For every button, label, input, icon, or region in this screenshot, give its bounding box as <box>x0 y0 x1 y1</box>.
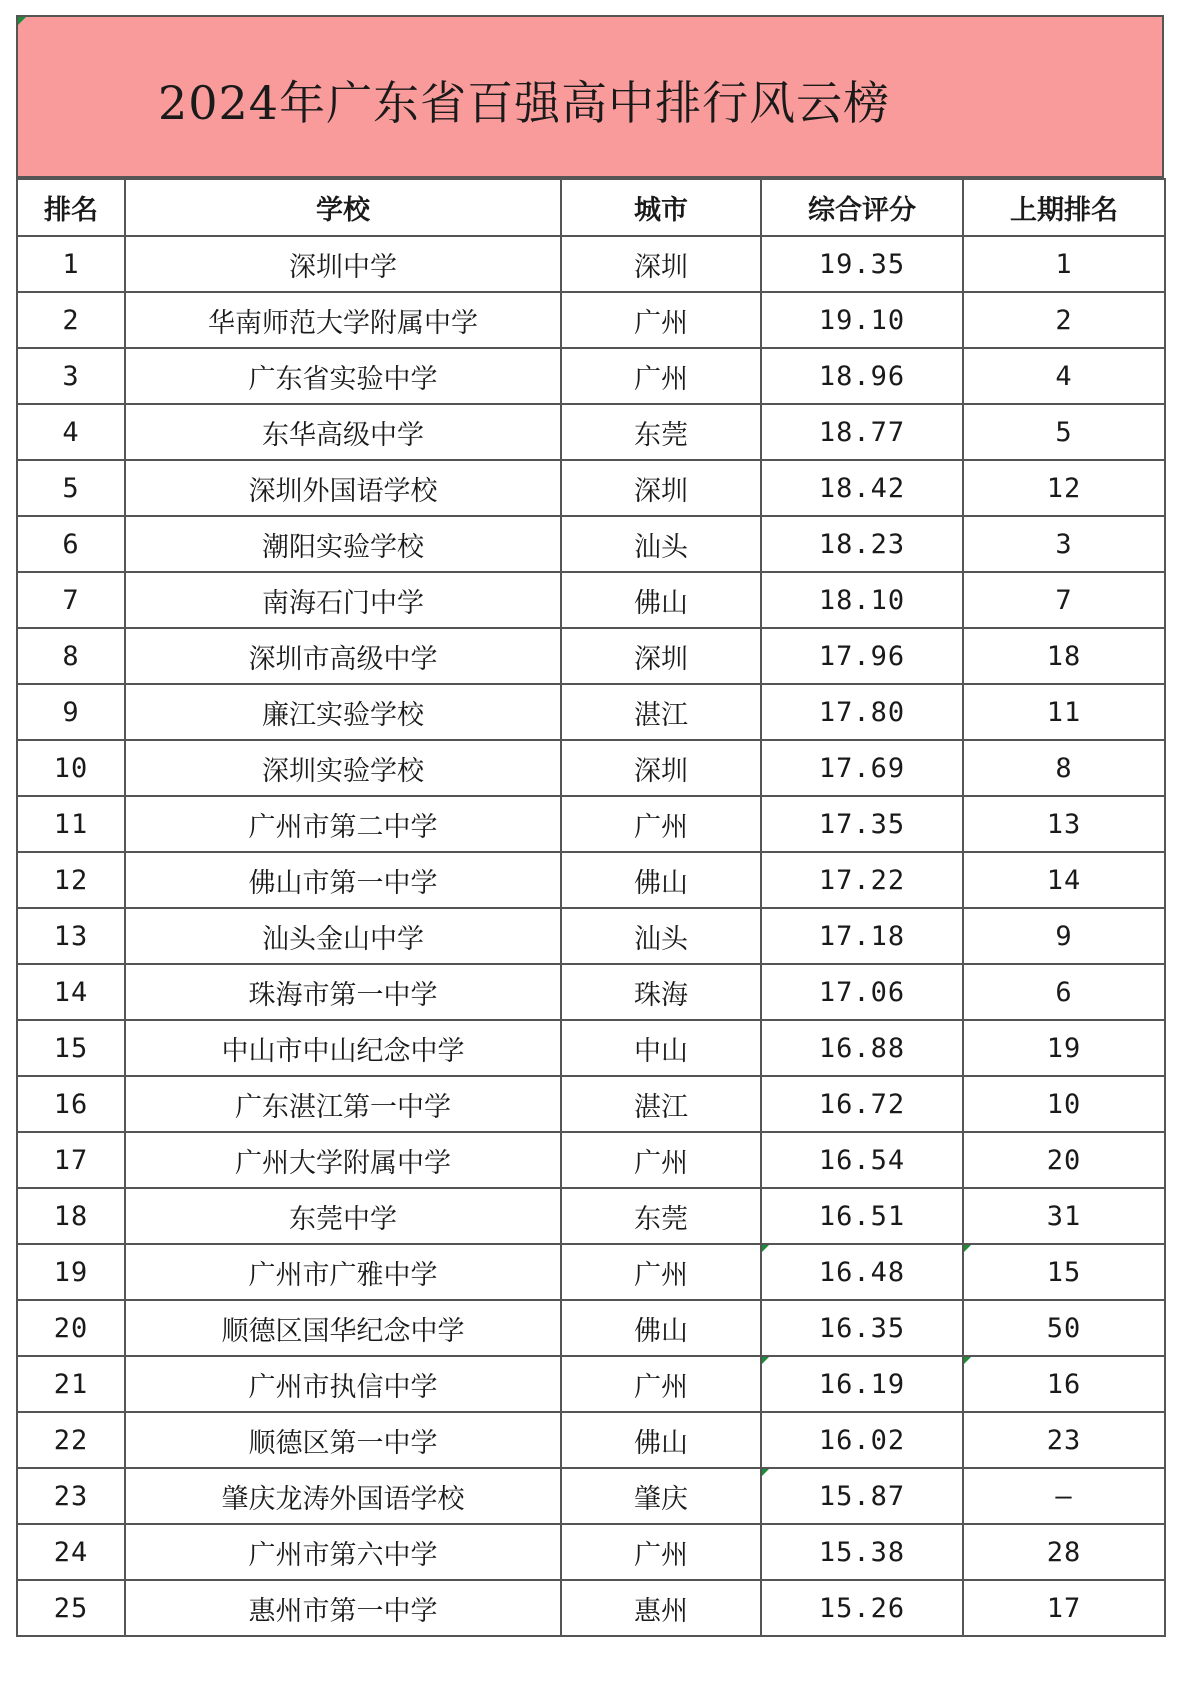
cell-city[interactable] <box>561 1244 761 1300</box>
cell-previous-rank-value: 4 <box>1055 360 1073 392</box>
cell-previous-rank-value: 28 <box>1046 1536 1082 1568</box>
cell-school-value: 广东湛江第一中学 <box>235 1091 451 1123</box>
cell-city-value: 东莞 <box>634 1203 688 1235</box>
cell-city[interactable] <box>561 1524 761 1580</box>
cell-score[interactable] <box>761 1188 963 1244</box>
cell-score-value: 17.80 <box>818 696 906 728</box>
cell-school[interactable] <box>125 1524 561 1580</box>
cell-previous-rank[interactable] <box>963 684 1165 740</box>
cell-rank[interactable] <box>17 852 125 908</box>
cell-rank-value: 20 <box>53 1312 89 1344</box>
ranking-table <box>16 178 1166 1637</box>
cell-rank-value: 7 <box>62 584 80 616</box>
cell-city-value: 深圳 <box>634 643 688 675</box>
cell-city-value: 湛江 <box>634 699 688 731</box>
cell-school[interactable] <box>125 1412 561 1468</box>
cell-score-value: 16.72 <box>818 1088 906 1120</box>
table-row <box>17 684 1165 740</box>
cell-score[interactable] <box>761 348 963 404</box>
cell-school[interactable] <box>125 1468 561 1524</box>
cell-school-value: 东莞中学 <box>289 1203 397 1235</box>
cell-city-value: 广州 <box>634 1539 688 1571</box>
cell-rank[interactable] <box>17 1468 125 1524</box>
cell-school-value: 肇庆龙涛外国语学校 <box>221 1483 465 1515</box>
cell-rank-value: 14 <box>53 976 89 1008</box>
cell-rank-value: 24 <box>53 1536 89 1568</box>
cell-rank[interactable] <box>17 1412 125 1468</box>
cell-rank-value: 13 <box>53 920 89 952</box>
table-row <box>17 1412 1165 1468</box>
cell-school[interactable] <box>125 852 561 908</box>
cell-school[interactable] <box>125 460 561 516</box>
cell-city[interactable] <box>561 1580 761 1636</box>
cell-score-value: 18.23 <box>818 528 906 560</box>
cell-previous-rank[interactable] <box>963 1412 1165 1468</box>
cell-rank-value: 6 <box>62 528 80 560</box>
cell-previous-rank[interactable] <box>963 1188 1165 1244</box>
cell-city[interactable] <box>561 404 761 460</box>
cell-score[interactable] <box>761 964 963 1020</box>
cell-previous-rank[interactable] <box>963 460 1165 516</box>
cell-score-value: 19.35 <box>818 248 906 280</box>
cell-score-value: 19.10 <box>818 304 906 336</box>
cell-school[interactable] <box>125 1188 561 1244</box>
cell-city-value: 中山 <box>634 1035 688 1067</box>
header-row <box>17 179 1165 236</box>
cell-city-value: 湛江 <box>634 1091 688 1123</box>
cell-rank-value: 19 <box>53 1256 89 1288</box>
cell-score-value: 16.48 <box>818 1256 906 1288</box>
cell-school[interactable] <box>125 964 561 1020</box>
cell-previous-rank-value: 7 <box>1055 584 1073 616</box>
cell-previous-rank[interactable] <box>963 796 1165 852</box>
cell-school[interactable] <box>125 1580 561 1636</box>
cell-school[interactable] <box>125 1244 561 1300</box>
cell-city[interactable] <box>561 1356 761 1412</box>
cell-school-value: 廉江实验学校 <box>262 699 424 731</box>
cell-score[interactable] <box>761 572 963 628</box>
cell-score[interactable] <box>761 236 963 292</box>
cell-previous-rank[interactable] <box>963 236 1165 292</box>
cell-score-value: 17.96 <box>818 640 906 672</box>
cell-indicator-icon <box>964 1245 971 1252</box>
cell-previous-rank-value: 1 <box>1055 248 1073 280</box>
cell-previous-rank-value: 11 <box>1046 696 1082 728</box>
table-row <box>17 964 1165 1020</box>
cell-school-value: 广州市第二中学 <box>248 811 438 843</box>
cell-previous-rank[interactable] <box>963 1468 1165 1524</box>
cell-school-value: 深圳中学 <box>289 251 397 283</box>
cell-score[interactable] <box>761 1524 963 1580</box>
cell-city[interactable] <box>561 348 761 404</box>
table-row <box>17 1188 1165 1244</box>
cell-previous-rank[interactable] <box>963 908 1165 964</box>
cell-school-value: 佛山市第一中学 <box>248 867 438 899</box>
cell-score-value: 15.87 <box>818 1480 906 1512</box>
cell-rank-value: 3 <box>62 360 80 392</box>
cell-city[interactable] <box>561 1132 761 1188</box>
cell-rank-value: 22 <box>53 1424 89 1456</box>
cell-city[interactable] <box>561 908 761 964</box>
cell-rank-value: 15 <box>53 1032 89 1064</box>
cell-rank[interactable] <box>17 1356 125 1412</box>
cell-previous-rank[interactable] <box>963 572 1165 628</box>
cell-rank-value: 17 <box>53 1144 89 1176</box>
cell-score[interactable] <box>761 292 963 348</box>
cell-previous-rank-value: 2 <box>1055 304 1073 336</box>
cell-score-value: 16.02 <box>818 1424 906 1456</box>
cell-previous-rank[interactable] <box>963 1300 1165 1356</box>
cell-previous-rank[interactable] <box>963 348 1165 404</box>
cell-rank[interactable] <box>17 572 125 628</box>
cell-school[interactable] <box>125 684 561 740</box>
cell-score[interactable] <box>761 1412 963 1468</box>
table-row <box>17 1300 1165 1356</box>
cell-school[interactable] <box>125 572 561 628</box>
cell-school-value: 顺德区第一中学 <box>248 1427 438 1459</box>
cell-previous-rank-value: 14 <box>1046 864 1082 896</box>
table-row <box>17 404 1165 460</box>
cell-previous-rank-value: 20 <box>1046 1144 1082 1176</box>
cell-rank-value: 4 <box>62 416 80 448</box>
cell-city[interactable] <box>561 516 761 572</box>
header-rank[interactable]: 排名 <box>17 179 125 236</box>
cell-school-value: 珠海市第一中学 <box>248 979 438 1011</box>
cell-school-value: 深圳外国语学校 <box>248 475 438 507</box>
cell-score[interactable] <box>761 1076 963 1132</box>
cell-score-value: 18.96 <box>818 360 906 392</box>
cell-city-value: 广州 <box>634 811 688 843</box>
cell-city-value: 东莞 <box>634 419 688 451</box>
cell-score[interactable] <box>761 908 963 964</box>
header-score[interactable]: 综合评分 <box>761 179 963 236</box>
cell-previous-rank-value: 50 <box>1046 1312 1082 1344</box>
cell-previous-rank-value: 8 <box>1055 752 1073 784</box>
cell-school-value: 南海石门中学 <box>262 587 424 619</box>
cell-score[interactable] <box>761 1300 963 1356</box>
cell-score[interactable] <box>761 740 963 796</box>
cell-score[interactable] <box>761 852 963 908</box>
cell-score[interactable] <box>761 404 963 460</box>
cell-school-value: 汕头金山中学 <box>262 923 424 955</box>
page-title: 2024年广东省百强高中排行风云榜 <box>158 76 891 130</box>
cell-previous-rank[interactable] <box>963 1244 1165 1300</box>
cell-school-value: 深圳实验学校 <box>262 755 424 787</box>
cell-score-value: 18.42 <box>818 472 906 504</box>
cell-previous-rank-value: 6 <box>1055 976 1073 1008</box>
cell-city[interactable] <box>561 852 761 908</box>
cell-rank-value: 25 <box>53 1592 89 1624</box>
cell-score-value: 17.69 <box>818 752 906 784</box>
cell-previous-rank-value: 9 <box>1055 920 1073 952</box>
cell-previous-rank-value: 5 <box>1055 416 1073 448</box>
cell-previous-rank[interactable] <box>963 1020 1165 1076</box>
table-row <box>17 628 1165 684</box>
cell-rank-value: 8 <box>62 640 80 672</box>
cell-city[interactable] <box>561 460 761 516</box>
cell-school[interactable] <box>125 236 561 292</box>
cell-city-value: 深圳 <box>634 755 688 787</box>
cell-previous-rank[interactable] <box>963 1076 1165 1132</box>
cell-comment-marker-icon <box>18 17 26 25</box>
cell-school-value: 广州大学附属中学 <box>235 1147 451 1179</box>
cell-score-value: 16.19 <box>818 1368 906 1400</box>
table-row <box>17 1524 1165 1580</box>
cell-city-value: 深圳 <box>634 251 688 283</box>
cell-previous-rank-value: 19 <box>1046 1032 1082 1064</box>
cell-rank[interactable] <box>17 964 125 1020</box>
cell-previous-rank-value: 23 <box>1046 1424 1082 1456</box>
cell-previous-rank[interactable] <box>963 628 1165 684</box>
cell-city[interactable] <box>561 1468 761 1524</box>
cell-score[interactable] <box>761 628 963 684</box>
table-row <box>17 236 1165 292</box>
table-row <box>17 516 1165 572</box>
cell-city-value: 深圳 <box>634 475 688 507</box>
cell-previous-rank-value: 16 <box>1046 1368 1082 1400</box>
cell-score[interactable] <box>761 796 963 852</box>
cell-city-value: 汕头 <box>634 923 688 955</box>
cell-city-value: 佛山 <box>634 1427 688 1459</box>
cell-rank-value: 18 <box>53 1200 89 1232</box>
cell-school[interactable] <box>125 1020 561 1076</box>
cell-rank[interactable] <box>17 516 125 572</box>
table-row <box>17 1244 1165 1300</box>
cell-city-value: 广州 <box>634 363 688 395</box>
cell-previous-rank[interactable] <box>963 852 1165 908</box>
cell-score-value: 16.35 <box>818 1312 906 1344</box>
cell-score[interactable] <box>761 684 963 740</box>
header-school[interactable]: 学校 <box>125 179 561 236</box>
cell-rank[interactable] <box>17 292 125 348</box>
cell-city-value: 珠海 <box>634 979 688 1011</box>
cell-city-value: 佛山 <box>634 1315 688 1347</box>
cell-previous-rank[interactable] <box>963 404 1165 460</box>
cell-school-value: 广州市广雅中学 <box>248 1259 438 1291</box>
cell-school-value: 东华高级中学 <box>262 419 424 451</box>
cell-school[interactable] <box>125 1356 561 1412</box>
cell-city[interactable] <box>561 236 761 292</box>
cell-city[interactable] <box>561 684 761 740</box>
cell-rank-value: 12 <box>53 864 89 896</box>
cell-rank-value: 23 <box>53 1480 89 1512</box>
cell-previous-rank-value: 10 <box>1046 1088 1082 1120</box>
cell-score-value: 15.26 <box>818 1592 906 1624</box>
cell-city-value: 广州 <box>634 307 688 339</box>
cell-rank[interactable] <box>17 1524 125 1580</box>
cell-city[interactable] <box>561 1076 761 1132</box>
cell-city-value: 广州 <box>634 1259 688 1291</box>
cell-indicator-icon <box>762 1357 769 1364</box>
cell-school[interactable] <box>125 796 561 852</box>
cell-rank[interactable] <box>17 1020 125 1076</box>
table-row <box>17 1356 1165 1412</box>
cell-rank-value: 21 <box>53 1368 89 1400</box>
cell-score[interactable] <box>761 1356 963 1412</box>
cell-score-value: 15.38 <box>818 1536 906 1568</box>
cell-city-value: 广州 <box>634 1371 688 1403</box>
cell-city[interactable] <box>561 1300 761 1356</box>
table-row <box>17 796 1165 852</box>
cell-city-value: 佛山 <box>634 587 688 619</box>
table-row <box>17 908 1165 964</box>
spreadsheet <box>16 15 1164 1637</box>
table-row <box>17 1076 1165 1132</box>
table-row <box>17 1468 1165 1524</box>
cell-previous-rank-value: 12 <box>1046 472 1082 504</box>
cell-rank[interactable] <box>17 1132 125 1188</box>
cell-previous-rank-value: 13 <box>1046 808 1082 840</box>
cell-score[interactable] <box>761 516 963 572</box>
table-row <box>17 460 1165 516</box>
cell-previous-rank[interactable] <box>963 964 1165 1020</box>
cell-previous-rank-value: 15 <box>1046 1256 1082 1288</box>
cell-city[interactable] <box>561 572 761 628</box>
cell-school[interactable] <box>125 348 561 404</box>
cell-school-value: 惠州市第一中学 <box>248 1595 438 1627</box>
cell-previous-rank-value: 31 <box>1046 1200 1082 1232</box>
cell-score-value: 18.10 <box>818 584 906 616</box>
table-row <box>17 852 1165 908</box>
cell-city[interactable] <box>561 740 761 796</box>
table-row <box>17 348 1165 404</box>
cell-school[interactable] <box>125 516 561 572</box>
cell-rank-value: 5 <box>62 472 80 504</box>
cell-school[interactable] <box>125 292 561 348</box>
cell-previous-rank[interactable] <box>963 516 1165 572</box>
cell-previous-rank[interactable] <box>963 1580 1165 1636</box>
cell-previous-rank-value: 17 <box>1046 1592 1082 1624</box>
cell-city-value: 惠州 <box>634 1595 688 1627</box>
cell-city[interactable] <box>561 292 761 348</box>
cell-school-value: 顺德区国华纪念中学 <box>221 1315 465 1347</box>
cell-city-value: 佛山 <box>634 867 688 899</box>
cell-score-value: 17.22 <box>818 864 906 896</box>
cell-score-value: 17.35 <box>818 808 906 840</box>
cell-school-value: 深圳市高级中学 <box>248 643 438 675</box>
cell-score-value: 17.18 <box>818 920 906 952</box>
cell-indicator-icon <box>762 1245 769 1252</box>
cell-rank-value: 10 <box>53 752 89 784</box>
cell-score[interactable] <box>761 1244 963 1300</box>
cell-score-value: 18.77 <box>818 416 906 448</box>
header-previous-rank[interactable]: 上期排名 <box>963 179 1165 236</box>
cell-score[interactable] <box>761 1020 963 1076</box>
cell-school[interactable] <box>125 908 561 964</box>
cell-school-value: 潮阳实验学校 <box>262 531 424 563</box>
title-cell[interactable] <box>16 15 1164 178</box>
table-row <box>17 740 1165 796</box>
table-row <box>17 1020 1165 1076</box>
cell-score[interactable] <box>761 1580 963 1636</box>
cell-previous-rank[interactable] <box>963 292 1165 348</box>
cell-city[interactable] <box>561 1020 761 1076</box>
cell-city[interactable] <box>561 628 761 684</box>
cell-previous-rank[interactable] <box>963 1132 1165 1188</box>
header-city[interactable]: 城市 <box>561 179 761 236</box>
cell-rank[interactable] <box>17 628 125 684</box>
cell-previous-rank[interactable] <box>963 1524 1165 1580</box>
cell-rank[interactable] <box>17 908 125 964</box>
cell-score[interactable] <box>761 460 963 516</box>
cell-indicator-icon <box>762 1469 769 1476</box>
cell-school[interactable] <box>125 1132 561 1188</box>
table-row <box>17 292 1165 348</box>
cell-city-value: 汕头 <box>634 531 688 563</box>
cell-score[interactable] <box>761 1132 963 1188</box>
cell-school[interactable] <box>125 740 561 796</box>
table-row <box>17 1132 1165 1188</box>
cell-score-value: 16.51 <box>818 1200 906 1232</box>
cell-rank[interactable] <box>17 460 125 516</box>
cell-rank[interactable] <box>17 236 125 292</box>
cell-rank-value: 9 <box>62 696 80 728</box>
cell-rank-value: 2 <box>62 304 80 336</box>
cell-city[interactable] <box>561 796 761 852</box>
cell-previous-rank-value: — <box>1055 1480 1073 1512</box>
cell-rank[interactable] <box>17 404 125 460</box>
cell-school[interactable] <box>125 1300 561 1356</box>
cell-school-value: 华南师范大学附属中学 <box>208 307 478 339</box>
cell-score-value: 16.54 <box>818 1144 906 1176</box>
cell-city[interactable] <box>561 964 761 1020</box>
cell-score[interactable] <box>761 1468 963 1524</box>
cell-city[interactable] <box>561 1188 761 1244</box>
cell-school[interactable] <box>125 628 561 684</box>
cell-city-value: 广州 <box>634 1147 688 1179</box>
cell-rank[interactable] <box>17 1300 125 1356</box>
cell-rank[interactable] <box>17 1580 125 1636</box>
table-row <box>17 1580 1165 1636</box>
cell-school-value: 广州市执信中学 <box>248 1371 438 1403</box>
cell-city[interactable] <box>561 1412 761 1468</box>
cell-indicator-icon <box>964 1357 971 1364</box>
cell-rank[interactable] <box>17 348 125 404</box>
cell-rank[interactable] <box>17 684 125 740</box>
cell-score-value: 17.06 <box>818 976 906 1008</box>
table-body <box>17 236 1165 1636</box>
cell-previous-rank[interactable] <box>963 740 1165 796</box>
cell-rank-value: 1 <box>62 248 80 280</box>
cell-city-value: 肇庆 <box>634 1483 688 1515</box>
cell-rank[interactable] <box>17 1188 125 1244</box>
cell-rank-value: 11 <box>53 808 89 840</box>
cell-school[interactable] <box>125 1076 561 1132</box>
cell-rank-value: 16 <box>53 1088 89 1120</box>
cell-rank[interactable] <box>17 740 125 796</box>
cell-rank[interactable] <box>17 796 125 852</box>
cell-school-value: 广东省实验中学 <box>248 363 438 395</box>
cell-previous-rank[interactable] <box>963 1356 1165 1412</box>
cell-previous-rank-value: 18 <box>1046 640 1082 672</box>
cell-rank[interactable] <box>17 1244 125 1300</box>
cell-school-value: 中山市中山纪念中学 <box>221 1035 465 1067</box>
cell-rank[interactable] <box>17 1076 125 1132</box>
cell-school-value: 广州市第六中学 <box>248 1539 438 1571</box>
cell-score-value: 16.88 <box>818 1032 906 1064</box>
cell-school[interactable] <box>125 404 561 460</box>
cell-previous-rank-value: 3 <box>1055 528 1073 560</box>
table-row <box>17 572 1165 628</box>
